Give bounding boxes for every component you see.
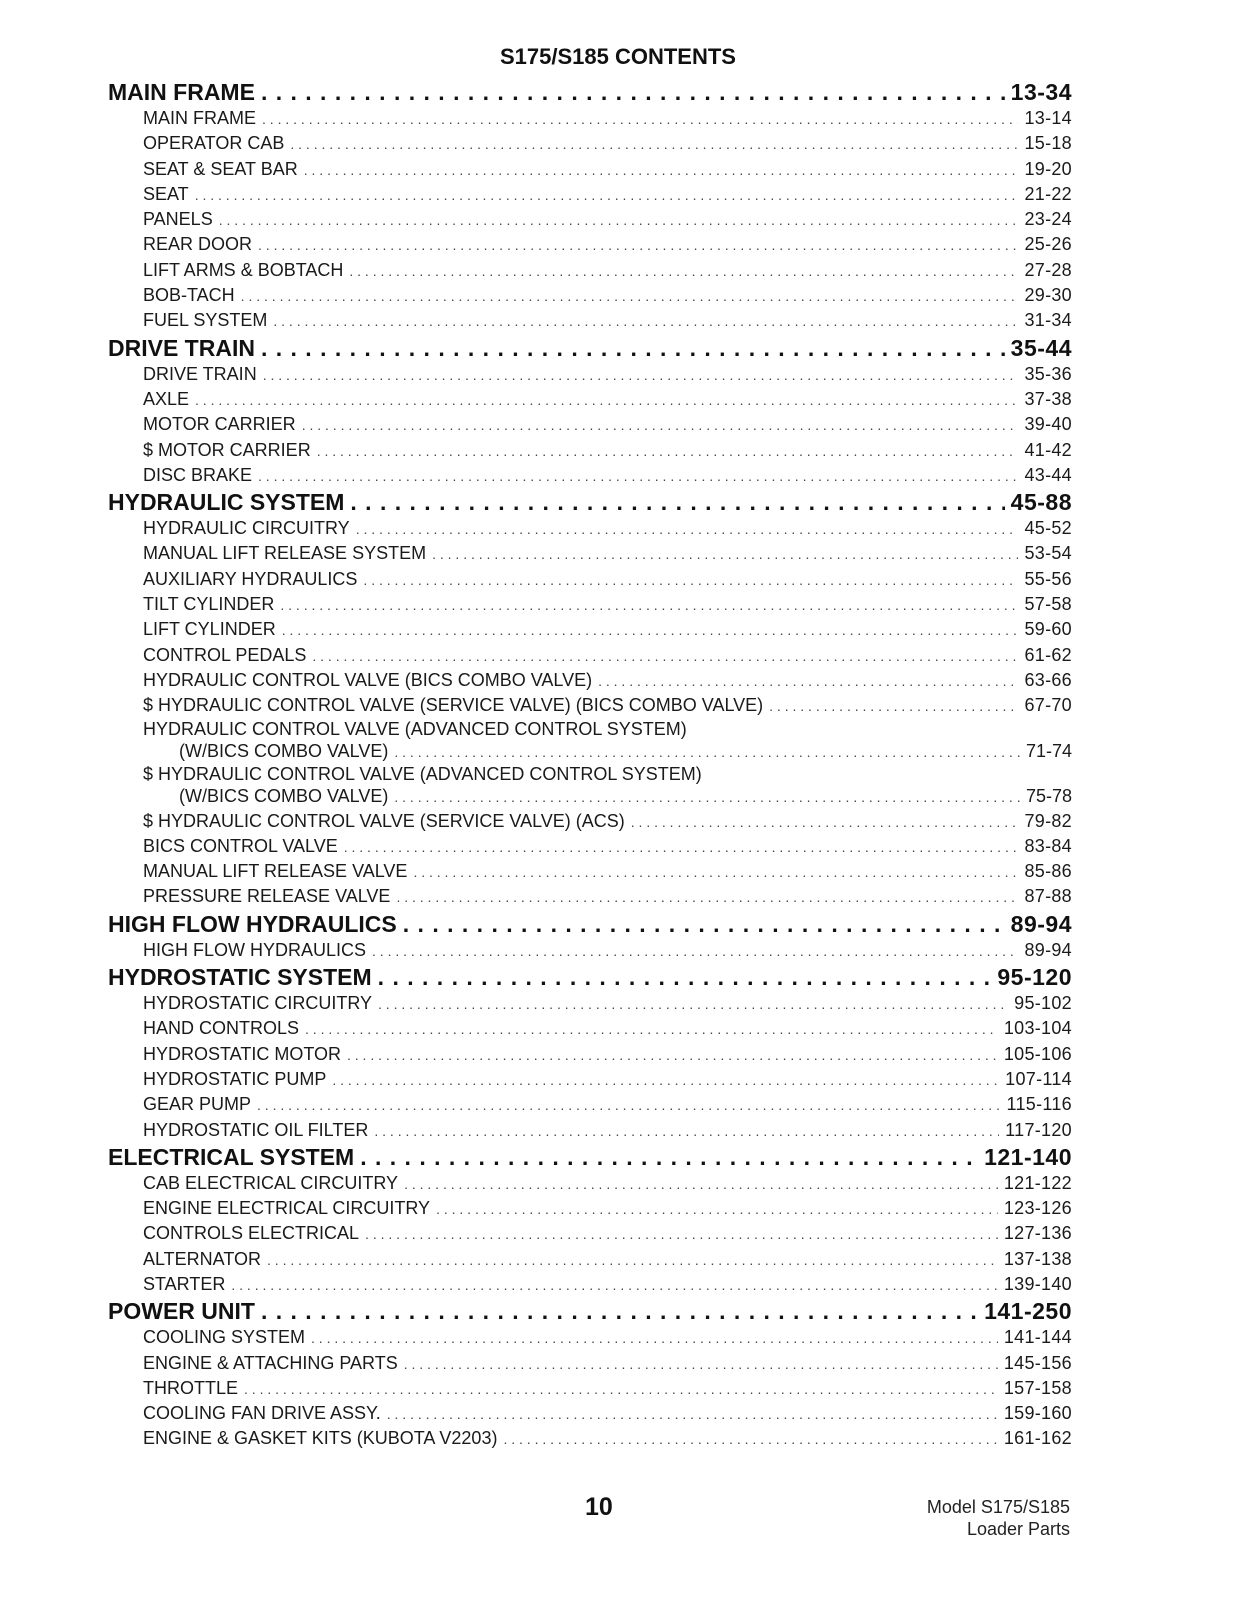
dot-leader xyxy=(244,1377,998,1401)
dot-leader xyxy=(195,183,1019,207)
dot-leader xyxy=(598,669,1018,693)
toc-entry xyxy=(108,412,1072,437)
dot-leader xyxy=(350,488,1004,516)
toc-entry xyxy=(108,106,1072,131)
entry-title: STARTER xyxy=(143,1273,226,1294)
dot-leader xyxy=(304,158,1019,182)
entry-page-range: 21-22 xyxy=(1024,183,1072,204)
entry-title: PRESSURE RELEASE VALVE xyxy=(143,886,391,907)
toc-entry xyxy=(108,1067,1072,1092)
entry-title: BOB-TACH xyxy=(143,285,235,306)
toc-entry xyxy=(108,283,1072,308)
dot-leader xyxy=(317,439,1019,463)
section-heading-row xyxy=(108,1143,1072,1171)
entry-page-range: 31-34 xyxy=(1024,310,1072,331)
dot-leader xyxy=(261,1297,978,1325)
dot-leader xyxy=(267,1248,998,1272)
entry-title: CONTROL PEDALS xyxy=(143,644,307,665)
toc-entry xyxy=(108,1118,1072,1143)
toc-entry xyxy=(108,516,1072,541)
entry-page-range: 159-160 xyxy=(1003,1403,1072,1424)
entry-page-range: 45-52 xyxy=(1024,518,1072,539)
toc-entry xyxy=(108,1247,1072,1272)
toc-entry xyxy=(108,1196,1072,1221)
entry-page-range: 25-26 xyxy=(1024,234,1072,255)
toc-entry xyxy=(108,232,1072,257)
entry-page-range: 87-88 xyxy=(1024,886,1072,907)
entry-page-range: 115-116 xyxy=(1006,1094,1072,1115)
dot-leader xyxy=(378,992,1008,1016)
entry-continuation-row xyxy=(143,739,1072,764)
dot-leader xyxy=(394,740,1020,764)
footer-subtitle-line: Loader Parts xyxy=(966,1519,1070,1539)
toc-entry xyxy=(108,991,1072,1016)
entry-title: COOLING FAN DRIVE ASSY. xyxy=(143,1403,381,1424)
entry-page-range: 89-94 xyxy=(1024,939,1072,960)
dot-leader xyxy=(769,694,1018,718)
toc-entry xyxy=(108,1325,1072,1350)
entry-page-range: 117-120 xyxy=(1005,1119,1072,1140)
section-title: DRIVE TRAIN xyxy=(108,334,255,361)
dot-leader xyxy=(311,1326,998,1350)
entry-page-range: 103-104 xyxy=(1003,1018,1072,1039)
dot-leader xyxy=(290,132,1018,156)
footer-model-line: Model S175/S185 xyxy=(926,1497,1070,1517)
entry-title: HYDROSTATIC CIRCUITRY xyxy=(143,993,373,1014)
entry-title: ENGINE & GASKET KITS (KUBOTA V2203) xyxy=(143,1428,498,1449)
toc-entry xyxy=(108,131,1072,156)
entry-page-range: 145-156 xyxy=(1003,1352,1072,1373)
entry-title: MAIN FRAME xyxy=(143,108,257,128)
dot-leader xyxy=(261,78,1005,106)
section-heading-row xyxy=(108,488,1072,516)
entry-title: CONTROLS ELECTRICAL xyxy=(143,1223,360,1244)
entry-title: GEAR PUMP xyxy=(143,1094,252,1115)
dot-leader xyxy=(258,233,1018,257)
section-title: HIGH FLOW HYDRAULICS xyxy=(108,910,397,937)
entry-page-range: 43-44 xyxy=(1024,464,1072,485)
toc-entry xyxy=(108,1272,1072,1297)
entry-title: TILT CYLINDER xyxy=(143,594,275,615)
dot-leader xyxy=(403,910,1005,938)
toc-entry xyxy=(108,1016,1072,1041)
dot-leader xyxy=(332,1068,999,1092)
dot-leader xyxy=(404,1352,998,1376)
dot-leader xyxy=(241,284,1019,308)
section-page-range: 45-88 xyxy=(1010,489,1072,516)
entry-page-range: 23-24 xyxy=(1024,209,1072,230)
section-title: MAIN FRAME xyxy=(108,79,255,105)
entry-page-range: 37-38 xyxy=(1024,388,1072,409)
entry-title: AXLE xyxy=(143,388,190,409)
toc-entry xyxy=(108,1092,1072,1117)
dot-leader xyxy=(280,593,1018,617)
dot-leader xyxy=(360,1143,978,1171)
entry-title: HIGH FLOW HYDRAULICS xyxy=(143,939,367,960)
section-page-range: 141-250 xyxy=(984,1298,1072,1325)
entry-page-range: 41-42 xyxy=(1024,439,1072,460)
section-title: ELECTRICAL SYSTEM xyxy=(108,1143,355,1170)
entry-title: OPERATOR CAB xyxy=(143,133,285,154)
dot-leader xyxy=(413,860,1018,884)
toc-entry xyxy=(108,1351,1072,1376)
dot-leader xyxy=(394,785,1020,809)
entry-title: HAND CONTROLS xyxy=(143,1018,300,1039)
entry-title: $ HYDRAULIC CONTROL VALVE (SERVICE VALVE) (ACS) xyxy=(143,810,625,831)
entry-title: BICS CONTROL VALVE xyxy=(143,835,338,856)
entry-title: $ MOTOR CARRIER xyxy=(143,439,311,460)
entry-page-range: 139-140 xyxy=(1003,1273,1072,1294)
entry-title-line: $ HYDRAULIC CONTROL VALVE (ADVANCED CONTROL SYSTEM) xyxy=(143,763,702,784)
toc-entry xyxy=(108,258,1072,283)
toc-entry xyxy=(108,859,1072,884)
entry-page-range: 137-138 xyxy=(1003,1248,1072,1269)
entry-page-range: 13-14 xyxy=(1024,108,1072,128)
dot-leader xyxy=(195,388,1018,412)
entry-title: HYDROSTATIC OIL FILTER xyxy=(143,1119,369,1140)
toc-entry xyxy=(108,387,1072,412)
dot-leader xyxy=(363,568,1018,592)
entry-page-range: 79-82 xyxy=(1024,810,1072,831)
dot-leader xyxy=(387,1402,998,1426)
entry-continuation-row xyxy=(143,784,1072,809)
dot-leader xyxy=(347,1043,998,1067)
dot-leader xyxy=(349,259,1018,283)
entry-page-range: 55-56 xyxy=(1024,568,1072,589)
dot-leader xyxy=(312,644,1018,668)
toc-entry xyxy=(108,1042,1072,1067)
toc-entry xyxy=(108,308,1072,333)
entry-title: MANUAL LIFT RELEASE VALVE xyxy=(143,861,408,882)
entry-page-range: 61-62 xyxy=(1024,644,1072,665)
section-page-range: 13-34 xyxy=(1010,79,1072,105)
entry-page-range: 53-54 xyxy=(1024,543,1072,564)
page-number: 10 xyxy=(585,1493,613,1521)
toc-entry xyxy=(108,438,1072,463)
toc-entry xyxy=(108,834,1072,859)
entry-title: DISC BRAKE xyxy=(143,464,253,485)
toc-entry xyxy=(108,938,1072,963)
toc-entry xyxy=(108,884,1072,909)
entry-title: LIFT CYLINDER xyxy=(143,619,276,640)
entry-page-range: 85-86 xyxy=(1024,861,1072,882)
dot-leader xyxy=(432,542,1018,566)
toc-entry xyxy=(108,668,1072,693)
dot-leader xyxy=(344,835,1019,859)
entry-page-range: 63-66 xyxy=(1024,669,1072,690)
toc-entry xyxy=(108,592,1072,617)
dot-leader xyxy=(365,1222,998,1246)
entry-title: ALTERNATOR xyxy=(143,1248,262,1269)
toc-entry xyxy=(108,157,1072,182)
section-title: POWER UNIT xyxy=(108,1298,255,1325)
entry-title: SEAT & SEAT BAR xyxy=(143,158,298,179)
entry-page-range: 67-70 xyxy=(1024,695,1072,716)
dot-leader xyxy=(374,1119,999,1143)
footer-model-info xyxy=(927,1496,1070,1540)
dot-leader xyxy=(503,1427,997,1451)
entry-title: ENGINE & ATTACHING PARTS xyxy=(143,1352,398,1373)
dot-leader xyxy=(372,939,1018,963)
toc-entry xyxy=(108,809,1072,834)
dot-leader xyxy=(262,107,1018,131)
entry-title-continuation: (W/BICS COMBO VALVE) xyxy=(179,785,389,806)
page-title: S175/S185 CONTENTS xyxy=(500,44,736,69)
entry-title: HYDRAULIC CIRCUITRY xyxy=(143,518,350,539)
entry-title: MOTOR CARRIER xyxy=(143,414,296,435)
entry-page-range: 75-78 xyxy=(1025,785,1072,806)
toc-entry xyxy=(108,1401,1072,1426)
entry-title: HYDRAULIC CONTROL VALVE (BICS COMBO VALVE) xyxy=(143,669,593,690)
entry-title: THROTTLE xyxy=(143,1377,239,1398)
entry-page-range: 19-20 xyxy=(1024,158,1072,179)
toc-entry xyxy=(108,541,1072,566)
section-page-range: 95-120 xyxy=(997,964,1072,991)
dot-leader xyxy=(257,1093,1000,1117)
section-heading-row xyxy=(108,78,1072,106)
dot-leader xyxy=(282,618,1019,642)
toc-entry xyxy=(108,463,1072,488)
toc-entry xyxy=(108,1376,1072,1401)
entry-page-range: 157-158 xyxy=(1003,1377,1072,1398)
section-page-range: 35-44 xyxy=(1010,334,1072,361)
entry-page-range: 105-106 xyxy=(1003,1043,1072,1064)
entry-page-range: 107-114 xyxy=(1005,1068,1072,1089)
entry-page-range: 123-126 xyxy=(1003,1198,1072,1219)
dot-leader xyxy=(261,334,1005,362)
section-heading-row xyxy=(108,963,1072,991)
entry-title: CAB ELECTRICAL CIRCUITRY xyxy=(143,1172,399,1193)
entry-title: $ HYDRAULIC CONTROL VALVE (SERVICE VALVE) (BICS COMBO VALVE) xyxy=(143,695,764,716)
toc-entry xyxy=(108,1221,1072,1246)
dot-leader xyxy=(436,1197,998,1221)
dot-leader xyxy=(231,1273,997,1297)
section-heading-row xyxy=(108,910,1072,938)
toc-entry xyxy=(108,719,1072,764)
toc-entry xyxy=(108,617,1072,642)
entry-title: PANELS xyxy=(143,209,213,230)
section-page-range: 89-94 xyxy=(1010,910,1072,937)
toc-entry xyxy=(108,182,1072,207)
entry-page-range: 15-18 xyxy=(1024,133,1072,154)
entry-page-range: 29-30 xyxy=(1024,285,1072,306)
entry-page-range: 121-122 xyxy=(1003,1172,1072,1193)
entry-title: HYDROSTATIC MOTOR xyxy=(143,1043,341,1064)
dot-leader xyxy=(631,810,1019,834)
entry-title: SEAT xyxy=(143,183,189,204)
dot-leader xyxy=(396,885,1018,909)
toc-entry xyxy=(108,1426,1072,1451)
dot-leader xyxy=(263,363,1019,387)
section-page-range: 121-140 xyxy=(984,1143,1072,1170)
toc-entry xyxy=(108,362,1072,387)
toc-entry xyxy=(108,207,1072,232)
entry-page-range: 83-84 xyxy=(1024,835,1072,856)
entry-page-range: 35-36 xyxy=(1024,363,1072,384)
entry-title: DRIVE TRAIN xyxy=(143,363,257,384)
toc-entry xyxy=(108,567,1072,592)
dot-leader xyxy=(305,1017,998,1041)
entry-page-range: 127-136 xyxy=(1003,1223,1072,1244)
entry-page-range: 141-144 xyxy=(1003,1327,1072,1348)
entry-page-range: 59-60 xyxy=(1024,619,1072,640)
entry-page-range: 39-40 xyxy=(1024,414,1072,435)
toc-entry xyxy=(108,1171,1072,1196)
entry-title-continuation: (W/BICS COMBO VALVE) xyxy=(179,740,389,761)
entry-title: ENGINE ELECTRICAL CIRCUITRY xyxy=(143,1198,431,1219)
entry-title: FUEL SYSTEM xyxy=(143,310,268,331)
dot-leader xyxy=(219,208,1019,232)
entry-page-range: 95-102 xyxy=(1014,993,1072,1014)
entry-page-range: 27-28 xyxy=(1024,259,1072,280)
toc-entry xyxy=(108,693,1072,718)
dot-leader xyxy=(302,413,1019,437)
section-title: HYDROSTATIC SYSTEM xyxy=(108,964,372,991)
dot-leader xyxy=(356,517,1019,541)
toc-entry xyxy=(108,764,1072,809)
entry-page-range: 161-162 xyxy=(1003,1428,1072,1449)
dot-leader xyxy=(404,1172,998,1196)
toc-entry xyxy=(108,643,1072,668)
entry-page-range: 57-58 xyxy=(1024,594,1072,615)
entry-page-range: 71-74 xyxy=(1025,740,1072,761)
dot-leader xyxy=(378,963,992,991)
entry-title: HYDROSTATIC PUMP xyxy=(143,1068,327,1089)
section-heading-row xyxy=(108,1297,1072,1325)
entry-title: AUXILIARY HYDRAULICS xyxy=(143,568,358,589)
entry-title-line: HYDRAULIC CONTROL VALVE (ADVANCED CONTROL SYSTEM) xyxy=(143,718,687,739)
table-of-contents xyxy=(108,78,1072,1452)
entry-title: REAR DOOR xyxy=(143,234,253,255)
dot-leader xyxy=(258,464,1018,488)
section-heading-row xyxy=(108,334,1072,362)
section-title: HYDRAULIC SYSTEM xyxy=(108,489,345,516)
entry-title: COOLING SYSTEM xyxy=(143,1327,306,1348)
entry-title: LIFT ARMS & BOBTACH xyxy=(143,259,344,280)
dot-leader xyxy=(273,309,1018,333)
entry-title: MANUAL LIFT RELEASE SYSTEM xyxy=(143,543,427,564)
